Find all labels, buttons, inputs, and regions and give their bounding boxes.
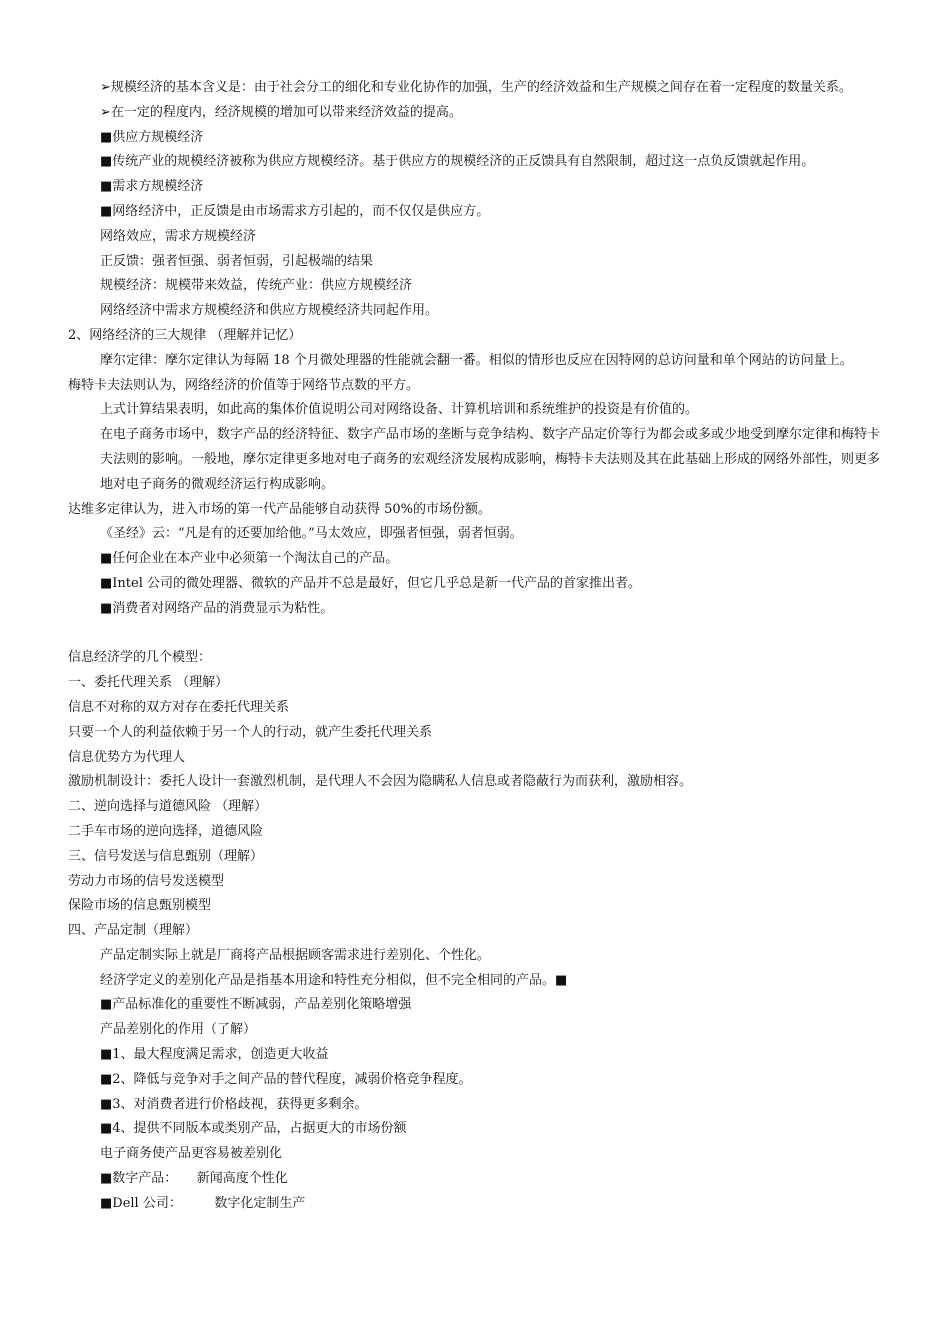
text-line: ■4、提供不同版本或类别产品，占据更大的市场份额 bbox=[100, 1121, 407, 1137]
text-line: 2、网络经济的三大规律 （理解并记忆） bbox=[68, 327, 302, 343]
text-line: ■1、最大程度满足需求，创造更大收益 bbox=[100, 1047, 329, 1063]
text-line: 《圣经》云：“凡是有的还要加给他。”马太效应，即强者恒强，弱者恒弱。 bbox=[100, 526, 523, 542]
text-line: ■产品标准化的重要性不断减弱，产品差别化策略增强 bbox=[100, 997, 412, 1013]
text-line: ➢在一定的程度内，经济规模的增加可以带来经济效益的提高。 bbox=[100, 104, 462, 120]
text-line: ■供应方规模经济 bbox=[100, 129, 204, 145]
text-line: 网络效应，需求方规模经济 bbox=[100, 228, 257, 244]
text-line: 电子商务使产品更容易被差别化 bbox=[100, 1146, 283, 1162]
text-line: ■网络经济中，正反馈是由市场需求方引起的，而不仅仅是供应方。 bbox=[100, 203, 490, 219]
text-line: 产品定制实际上就是厂商将产品根据顾客需求进行差别化、个性化。 bbox=[100, 947, 491, 963]
text-line: 四、产品定制（理解） bbox=[68, 923, 199, 939]
text-line: 规模经济：规模带来效益，传统产业：供应方规模经济 bbox=[100, 278, 413, 294]
text-line: 在电子商务市场中，数字产品的经济特征、数字产品市场的垄断与竞争结构、数字产品定价等行为都会或多或少地受到摩尔定律和梅特卡夫法则的影响。一般地，摩尔定律更多地对电子商务的宏观经济发展构成影响，梅特卡夫法则及其在此基础上形成的网络外部性，则更多地对电子商务的微观经济运行构成影响。 bbox=[100, 427, 881, 492]
text-line: 信息优势方为代理人 bbox=[68, 749, 186, 765]
text-line: ■3、对消费者进行价格歧视，获得更多剩余。 bbox=[100, 1096, 368, 1112]
text-line: ■传统产业的规模经济被称为供应方规模经济。基于供应方的规模经济的正反馈具有自然限制，超过这一点负反馈就起作用。 bbox=[100, 154, 815, 170]
text-line: 经济学定义的差别化产品是指基本用途和特性充分相似，但不完全相同的产品。■ bbox=[100, 972, 568, 988]
text-line: 梅特卡夫法则认为，网络经济的价值等于网络节点数的平方。 bbox=[68, 377, 420, 393]
text-line: ■任何企业在本产业中必须第一个淘汰自己的产品。 bbox=[100, 551, 399, 567]
text-line: 正反馈：强者恒强、弱者恒弱，引起极端的结果 bbox=[100, 253, 374, 269]
document-page bbox=[68, 76, 888, 1217]
text-line: 劳动力市场的信号发送模型 bbox=[68, 873, 225, 889]
text-line: 达维多定律认为，进入市场的第一代产品能够自动获得 50%的市场份额。 bbox=[68, 501, 492, 517]
text-line: 一、委托代理关系 （理解） bbox=[68, 675, 229, 691]
text-line: 信息不对称的双方对存在委托代理关系 bbox=[68, 699, 290, 715]
text-line: 保险市场的信息甄别模型 bbox=[68, 898, 212, 914]
text-line: ➢规模经济的基本含义是：由于社会分工的细化和专业化协作的加强，生产的经济效益和生产规模之间存在着一定程度的数量关系。 bbox=[100, 80, 852, 95]
text-line: 二手车市场的逆向选择，道德风险 bbox=[68, 823, 264, 839]
text-line: ■Intel 公司的微处理器、微软的产品并不总是最好，但它几乎总是新一代产品的首家推出者。 bbox=[100, 575, 641, 591]
text-line: 三、信号发送与信息甄别（理解） bbox=[68, 848, 264, 864]
text-line: ■消费者对网络产品的消费显示为粘性。 bbox=[100, 600, 334, 616]
text-line: 只要一个人的利益依赖于另一个人的行动，就产生委托代理关系 bbox=[68, 724, 433, 740]
text-line: ■数字产品： 新闻高度个性化 bbox=[100, 1171, 288, 1187]
text-line: 激励机制设计：委托人设计一套激烈机制，是代理人不会因为隐瞒私人信息或者隐蔽行为而获利，激励相容。 bbox=[68, 774, 693, 790]
text-line: 上式计算结果表明，如此高的集体价值说明公司对网络设备、计算机培训和系统维护的投资是有价值的。 bbox=[100, 402, 699, 418]
text-line: ■需求方规模经济 bbox=[100, 179, 204, 195]
text-line: 信息经济学的几个模型： bbox=[68, 650, 212, 666]
text-line: ■2、降低与竞争对手之间产品的替代程度，减弱价格竞争程度。 bbox=[100, 1071, 472, 1087]
document-body bbox=[68, 76, 888, 1217]
text-line: 二、逆向选择与道德风险 （理解） bbox=[68, 799, 268, 815]
blank-line bbox=[68, 622, 888, 647]
text-line: 产品差别化的作用（了解） bbox=[100, 1022, 257, 1038]
text-line: 网络经济中需求方规模经济和供应方规模经济共同起作用。 bbox=[100, 303, 439, 319]
text-line: 摩尔定律：摩尔定律认为每隔 18 个月微处理器的性能就会翻一番。相似的情形也反应在因特网的总访问量和单个网站的访问量上。 bbox=[100, 352, 853, 368]
text-line: ■Dell 公司： 数字化定制生产 bbox=[100, 1195, 306, 1211]
